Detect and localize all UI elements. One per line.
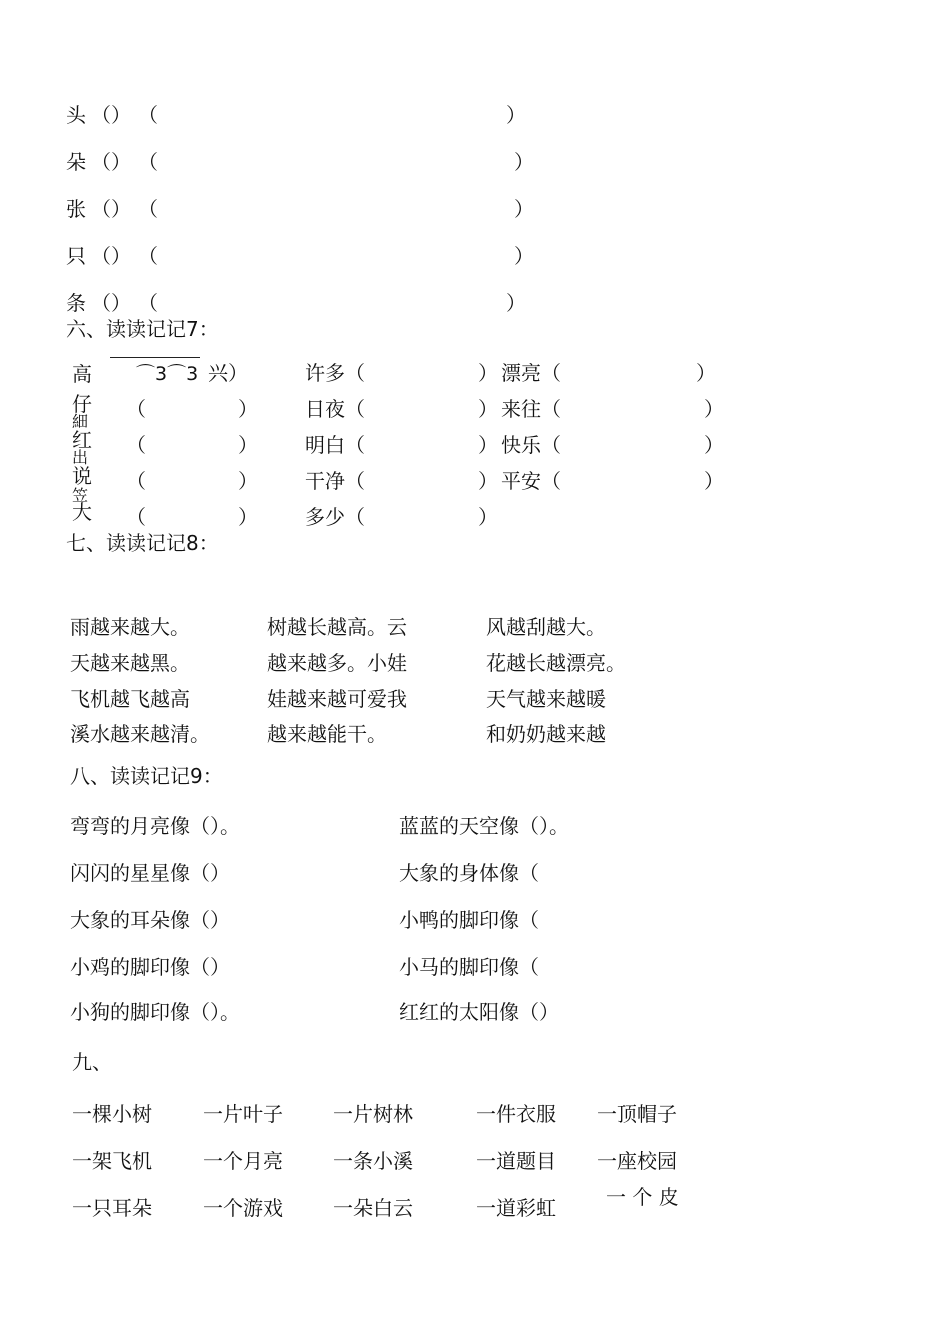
close-paren: ） [514,244,534,268]
measure-char: 朵 [66,150,86,174]
phrase: 一座校园 [597,1149,677,1173]
sentence: 溪水越来越清。 [70,722,210,746]
word-item: 明白（ [305,433,365,457]
word-item: 多少（ [305,505,365,529]
word-item: 许多（ [305,361,365,385]
paren-pair: （） [91,197,131,221]
left-char: 说 [72,464,92,488]
open-paren: （ [138,244,158,268]
sentence: 飞机越飞越高 [70,687,190,711]
simile-prompt: 红红的太阳像（） [399,1000,559,1024]
close-paren: ） [478,397,498,421]
open-paren: （ [138,291,158,315]
clipped-row [399,1000,599,1024]
phrase: 一架飞机 [72,1149,152,1173]
simile-prompt: 小马的脚印像（ [399,955,539,979]
phrase: 一只耳朵 [72,1196,152,1220]
phrase: 一朵白云 [333,1196,413,1220]
open-paren: （ [138,197,158,221]
close-paren: ） [238,469,258,493]
word-item: 平安（ [501,469,561,493]
phrase: 一顶帽子 [597,1102,677,1126]
close-paren: ） [696,361,716,385]
paren-pair: （） [91,150,131,174]
left-char: 仔 [72,392,92,416]
sentence: 花越长越漂亮。 [486,651,626,675]
word-item: 日夜（ [305,397,365,421]
phrase: 一道彩虹 [476,1196,556,1220]
close-paren: ） [704,469,724,493]
left-char: 出 [72,448,89,467]
clipped-row [486,722,646,746]
sentence: 雨越来越大。 [70,615,190,639]
sentence: 树越长越高。云 [267,615,407,639]
overline-rule [110,357,200,358]
section-title: 九、 [72,1050,112,1074]
phrase: 一道题目 [476,1149,556,1173]
phrase: 一棵小树 [72,1102,152,1126]
clipped-row [267,722,427,746]
simile-prompt: 小鸡的脚印像（） [70,955,230,979]
sentence: 越来越能干。 [267,722,387,746]
close-paren: ） [478,361,498,385]
word-item: 漂亮（ [501,361,561,385]
sentence: 娃越来越可爱我 [267,687,407,711]
open-paren: （ [126,433,146,457]
sentence: 天越来越黑。 [70,651,190,675]
left-char-column [72,360,98,530]
word-item: 干净（ [305,469,365,493]
close-paren: ） [514,197,534,221]
phrase: 一 个 皮 [606,1185,679,1209]
close-paren: ） [238,397,258,421]
close-paren: ） [506,291,526,315]
word-item: 来往（ [501,397,561,421]
section-title: 八、读读记记9： [70,764,223,788]
phrase: 一片叶子 [203,1102,283,1126]
simile-prompt: 大象的耳朵像（） [70,908,230,932]
simile-prompt: 大象的身体像（ [399,861,539,885]
paren-pair: （） [91,291,131,315]
open-paren: （ [126,469,146,493]
open-paren: （ [126,505,146,529]
open-paren: （ [138,150,158,174]
simile-prompt: 闪闪的星星像（） [70,861,230,885]
open-paren: （ [126,397,146,421]
simile-prompt: 小狗的脚印像（）。 [70,1000,240,1024]
sentence: 和奶奶越来越 [486,722,606,746]
measure-char: 张 [66,197,86,221]
section-title: 七、读读记记8： [66,531,219,555]
left-char: 大 [72,500,92,524]
paren-pair: （） [91,103,131,127]
left-char: 細 [72,412,89,431]
sentence: 风越刮越大。 [486,615,606,639]
close-paren: ） [238,433,258,457]
close-paren: ） [704,433,724,457]
paren-pair: （） [91,244,131,268]
simile-prompt: 小鸭的脚印像（ [399,908,539,932]
close-paren: ） [478,433,498,457]
section-title: 六、读读记记7： [66,317,219,341]
close-paren: ） [238,505,258,529]
close-paren: ） [704,397,724,421]
word-item: 快乐（ [501,433,561,457]
close-paren: ） [478,469,498,493]
left-char: 高 [72,362,92,386]
phrase: 一片树林 [333,1102,413,1126]
garbled-text: ⌒3⌒3 [136,363,199,385]
clipped-title [70,764,240,788]
close-paren: ） [506,103,526,127]
left-char: 红 [72,428,92,452]
clipped-row [70,722,230,746]
close-paren: ） [514,150,534,174]
phrase: 一个月亮 [203,1149,283,1173]
open-paren: （ [138,103,158,127]
clipped-title [72,1050,112,1074]
measure-char: 只 [66,244,86,268]
phrase: 一条小溪 [333,1149,413,1173]
simile-prompt: 弯弯的月亮像（）。 [70,814,240,838]
simile-prompt: 蓝蓝的天空像（）。 [399,814,569,838]
close-paren: ） [478,505,498,529]
phrase: 一件衣服 [476,1102,556,1126]
sentence: 越来越多。小娃 [267,651,407,675]
row1-tail: 兴） [208,361,248,385]
measure-char: 头 [66,103,86,127]
left-char: 笠 [72,486,89,505]
phrase: 一个游戏 [203,1196,283,1220]
measure-char: 条 [66,291,86,315]
clipped-row [70,1000,270,1024]
sentence: 天气越来越暖 [486,687,606,711]
